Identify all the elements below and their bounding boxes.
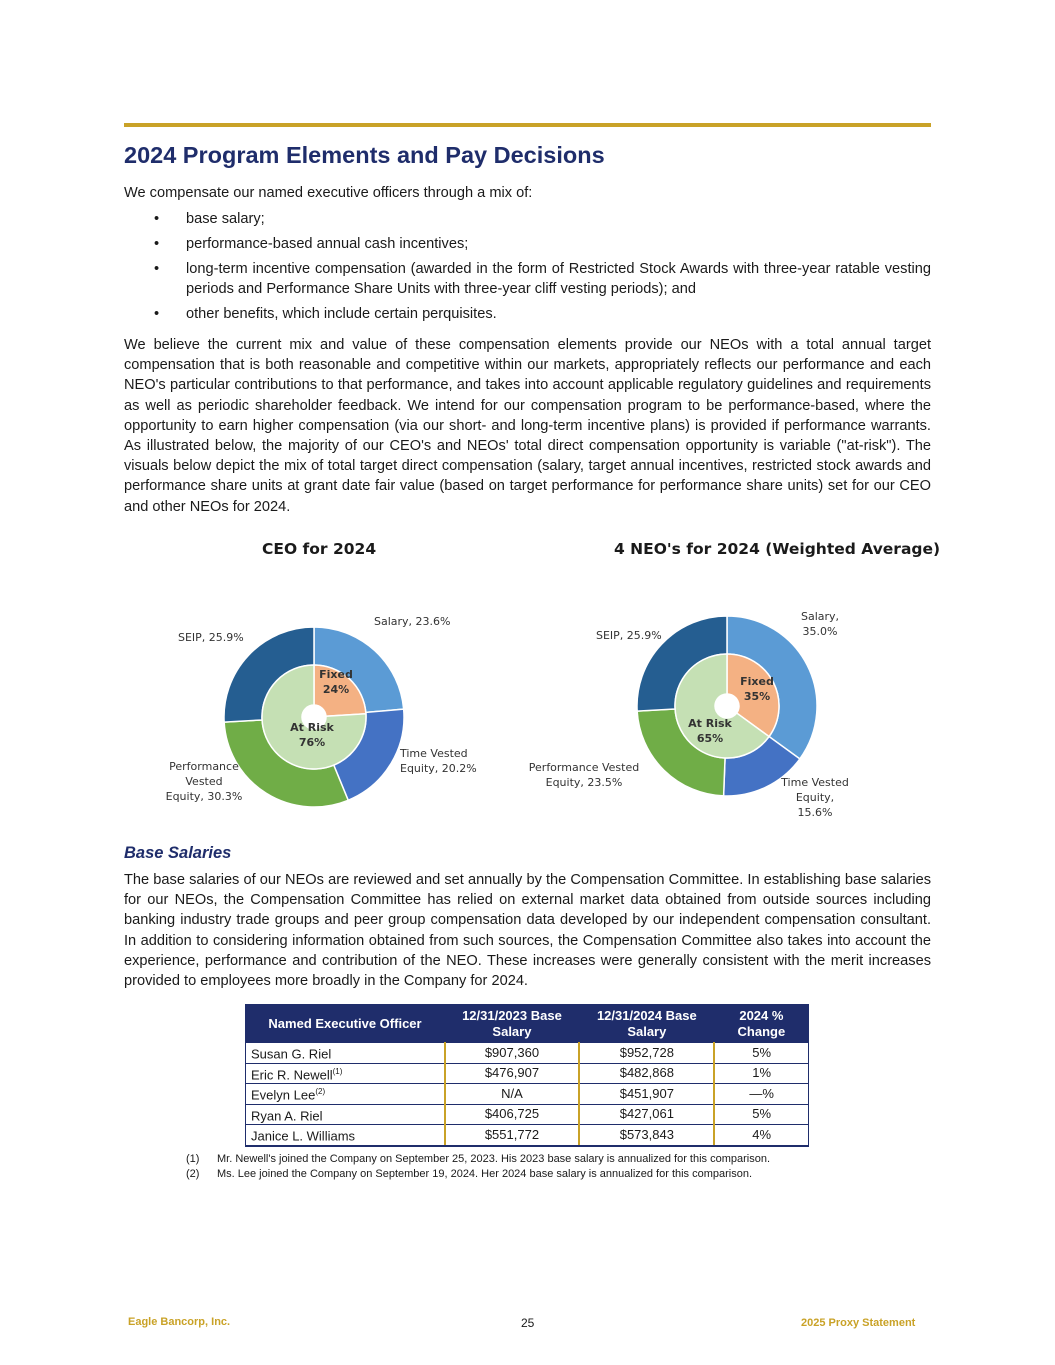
footnote: (1) Mr. Newell's joined the Company on September 25, 2023. His 2023 base salary is annualized for this comparison. [186, 1153, 771, 1165]
data-label-seip: SEIP, 25.9% [178, 631, 244, 644]
base-2023: $406,725 [445, 1104, 580, 1125]
officer-name: Evelyn Lee$^{(2)}$ [246, 1084, 445, 1105]
bullet-text: base salary; [186, 211, 265, 227]
bullet-glyph: • [154, 306, 160, 322]
data-label-fixed: Fixed 35% [740, 675, 774, 703]
pct-change: 4% [714, 1125, 808, 1146]
bullet-text: performance-based annual cash incentives; [186, 236, 469, 252]
officer-name: Ryan A. Riel [246, 1104, 445, 1125]
data-label-seip: SEIP, 25.9% [596, 629, 662, 642]
intro-text: We compensate our named executive officers through a mix of: [124, 185, 533, 201]
officer-name: Janice L. Williams [246, 1125, 445, 1146]
table-header-row [246, 1005, 809, 1043]
data-label-at-risk: At Risk 65% [688, 717, 732, 745]
table-row [246, 1063, 809, 1084]
footnotes [186, 1152, 770, 1182]
table-row [246, 1125, 809, 1146]
base-salaries-paragraph: The base salaries of our NEOs are reviewed and set annually by the Compensation Committee. In establishing base salaries for our NEOs, the Compensation Committee has relied on external market data obtained from outside sources including banking industry trade groups and peer group compensation data developed by our independent compensation consultant. In addition to considering information obtained from such sources, the Compensation Committee also takes into account the experience, performance and contribution of the NEO. These increases were generally consistent with the merit increases provided to employees more broadly in the Company for 2024. [124, 872, 931, 990]
pct-change: —% [714, 1084, 808, 1105]
pct-change: 1% [714, 1063, 808, 1084]
ceo-pay-mix-chart [150, 595, 510, 835]
base-2024: $427,061 [579, 1104, 714, 1125]
bullet-item [124, 304, 931, 324]
bullet-glyph: • [154, 236, 160, 252]
footer-company: Eagle Bancorp, Inc. [128, 1316, 231, 1328]
chart-title-ceo: CEO for 2024 [262, 540, 377, 558]
officer-name: Susan G. Riel [246, 1043, 445, 1064]
base-2023: N/A [445, 1084, 580, 1105]
pct-change: 5% [714, 1043, 808, 1064]
data-label-performance-vested-equity: Performance Vested Equity, 30.3% [165, 760, 243, 803]
bullet-item [124, 259, 931, 299]
data-label-salary: Salary, 23.6% [374, 615, 451, 628]
base-2024: $482,868 [579, 1063, 714, 1084]
officer-name: Eric R. Newell$^{(1)}$ [246, 1063, 445, 1084]
base-2024: $573,843 [579, 1125, 714, 1146]
bullet-item [124, 209, 931, 229]
data-label-time-vested-equity: Time Vested Equity, 15.6% [781, 776, 849, 819]
bullet-glyph: • [154, 261, 160, 277]
bullet-glyph: • [154, 211, 160, 227]
data-label-salary: Salary, 35.0% [800, 610, 840, 638]
base-2023: $476,907 [445, 1063, 580, 1084]
base-salaries-heading: Base Salaries [124, 844, 232, 862]
donut-hole [715, 694, 739, 718]
footer-document: 2025 Proxy Statement [801, 1317, 916, 1329]
data-label-at-risk: At Risk 76% [290, 721, 334, 749]
pct-change: 5% [714, 1104, 808, 1125]
table-row [246, 1104, 809, 1125]
base-2024: $451,907 [579, 1084, 714, 1105]
base-2023: $551,772 [445, 1125, 580, 1146]
col-header: 12/31/2023 Base Salary [445, 1005, 580, 1043]
compensation-mix-paragraph: We believe the current mix and value of these compensation elements provide our NEOs with a total annual target compensation that is both reasonable and competitive within our markets, appropriately reflects our performance and each NEO's particular contributions to that performance, and takes into account applicable regulatory guidelines and requirements as well as periodic shareholder feedback. We intend for our compensation program to be performance-based, where the opportunity to earn higher compensation (via our short- and long-term incentive plans) is provided if performance warrants. As illustrated below, the majority of our CEO's and NEOs' total direct compensation opportunity is variable ("at-risk"). The visuals below depict the mix of total target direct compensation (salary, target annual incentives, restricted stock awards and performance share units at grant date fair value (based on target performance for performance share units) set for our CEO and other NEOs for 2024. [124, 337, 931, 515]
chart-title-neo: 4 NEO's for 2024 (Weighted Average) [614, 540, 941, 558]
data-label-time-vested-equity: Time Vested Equity, 20.2% [400, 747, 477, 775]
bullet-item [124, 234, 931, 254]
footnote: (2) Ms. Lee joined the Company on September 19, 2024. Her 2024 base salary is annualized for this comparison. [186, 1168, 753, 1180]
col-header: 12/31/2024 Base Salary [579, 1005, 714, 1043]
base-2023: $907,360 [445, 1043, 580, 1064]
col-header: Named Executive Officer [246, 1005, 445, 1043]
base-2024: $952,728 [579, 1043, 714, 1064]
table-row [246, 1084, 809, 1105]
bullet-text: long-term incentive compensation (awarded in the form of Restricted Stock Awards with three-year ratable vesting periods and Performance Share Units with three-year cliff vesting periods); and [186, 261, 931, 297]
footer-page-number: 25 [521, 1316, 535, 1330]
page-title: 2024 Program Elements and Pay Decisions [124, 142, 605, 168]
header-rule [124, 123, 931, 127]
col-header: 2024 % Change [714, 1005, 808, 1043]
table-row [246, 1043, 809, 1064]
neo-pay-mix-chart [520, 595, 880, 835]
bullet-list [124, 209, 931, 329]
data-label-performance-vested-equity: Performance Vested Equity, 23.5% [528, 761, 640, 789]
bullet-text: other benefits, which include certain perquisites. [186, 306, 497, 322]
base-salary-table [245, 1004, 809, 1147]
data-label-fixed: Fixed 24% [319, 668, 353, 696]
